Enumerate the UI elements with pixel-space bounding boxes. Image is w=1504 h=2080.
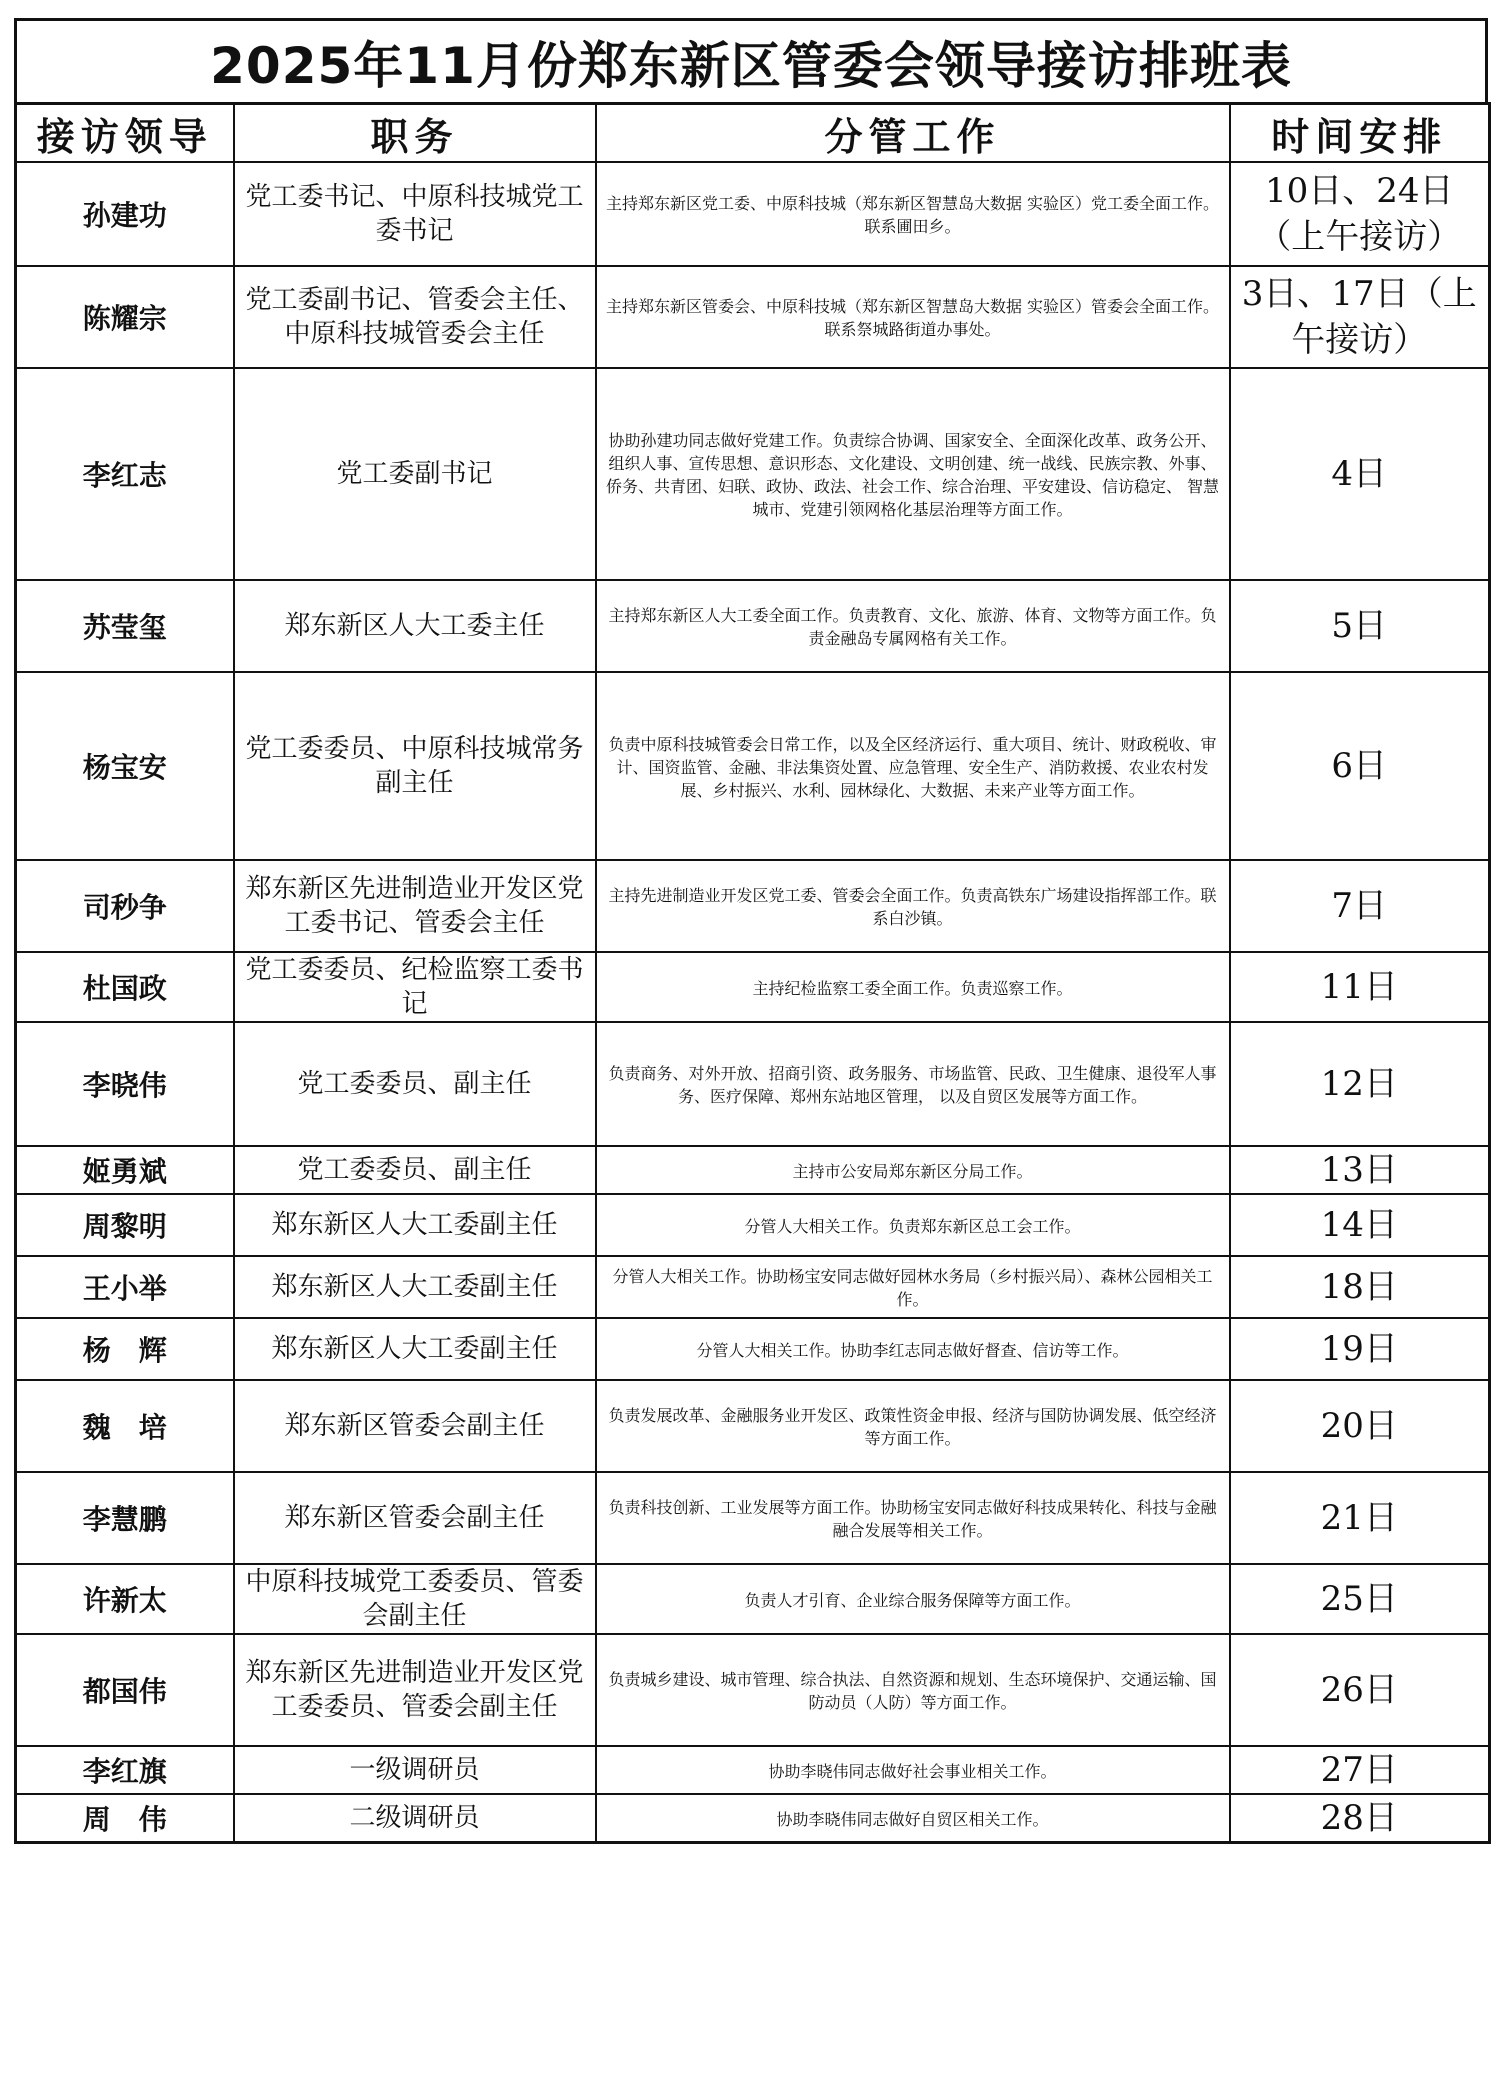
table-row	[16, 1256, 1490, 1318]
leader-name-cell: 王小举	[16, 1256, 234, 1318]
duties-cell: 分管人大相关工作。协助杨宝安同志做好园林水务局（乡村振兴局）、森林公园相关工作。	[596, 1256, 1230, 1318]
table-row	[16, 952, 1490, 1022]
leader-name-cell: 姬勇斌	[16, 1146, 234, 1194]
schedule-cell: 14日	[1230, 1194, 1490, 1256]
duties-cell: 主持纪检监察工委全面工作。负责巡察工作。	[596, 952, 1230, 1022]
header-schedule: 时间安排	[1230, 104, 1490, 163]
duties-cell: 负责城乡建设、城市管理、综合执法、自然资源和规划、生态环境保护、交通运输、国防动员（人防）等方面工作。	[596, 1634, 1230, 1746]
table-header-row	[16, 104, 1490, 163]
table-row	[16, 1746, 1490, 1794]
duties-cell: 协助孙建功同志做好党建工作。负责综合协调、国家安全、全面深化改革、政务公开、组织人事、宣传思想、意识形态、文化建设、文明创建、统一战线、民族宗教、外事、侨务、共青团、妇联、政协、政法、社会工作、综合治理、平安建设、信访稳定、 智慧城市、党建引领网格化基层治理等方面工作。	[596, 368, 1230, 580]
schedule-cell: 7日	[1230, 860, 1490, 952]
leader-name-cell: 周 伟	[16, 1794, 234, 1843]
duties-cell: 分管人大相关工作。协助李红志同志做好督查、信访等工作。	[596, 1318, 1230, 1380]
table-row	[16, 860, 1490, 952]
table-row	[16, 1318, 1490, 1380]
duties-cell: 主持先进制造业开发区党工委、管委会全面工作。负责高铁东广场建设指挥部工作。联系白沙镇。	[596, 860, 1230, 952]
duties-cell: 负责人才引育、企业综合服务保障等方面工作。	[596, 1564, 1230, 1634]
schedule-cell: 26日	[1230, 1634, 1490, 1746]
table-row	[16, 1194, 1490, 1256]
leader-name-cell: 杜国政	[16, 952, 234, 1022]
table-row	[16, 1472, 1490, 1564]
schedule-cell: 13日	[1230, 1146, 1490, 1194]
leader-name-cell: 李晓伟	[16, 1022, 234, 1146]
leader-name-cell: 李红旗	[16, 1746, 234, 1794]
position-cell: 党工委书记、中原科技城党工委书记	[234, 162, 596, 266]
schedule-cell: 18日	[1230, 1256, 1490, 1318]
position-cell: 郑东新区先进制造业开发区党工委委员、管委会副主任	[234, 1634, 596, 1746]
table-row	[16, 1380, 1490, 1472]
leader-name-cell: 孙建功	[16, 162, 234, 266]
schedule-cell: 27日	[1230, 1746, 1490, 1794]
header-leader: 接访领导	[16, 104, 234, 163]
position-cell: 郑东新区管委会副主任	[234, 1472, 596, 1564]
leader-name-cell: 李红志	[16, 368, 234, 580]
position-cell: 郑东新区先进制造业开发区党工委书记、管委会主任	[234, 860, 596, 952]
leader-name-cell: 都国伟	[16, 1634, 234, 1746]
schedule-cell: 21日	[1230, 1472, 1490, 1564]
schedule-cell: 25日	[1230, 1564, 1490, 1634]
position-cell: 郑东新区人大工委副主任	[234, 1256, 596, 1318]
schedule-table	[14, 102, 1491, 1844]
table-row	[16, 1022, 1490, 1146]
duties-cell: 协助李晓伟同志做好自贸区相关工作。	[596, 1794, 1230, 1843]
leader-name-cell: 苏莹玺	[16, 580, 234, 672]
table-row	[16, 1794, 1490, 1843]
position-cell: 党工委副书记	[234, 368, 596, 580]
duties-cell: 负责中原科技城管委会日常工作，以及全区经济运行、重大项目、统计、财政税收、审计、国资监管、金融、非法集资处置、应急管理、安全生产、消防救援、农业农村发展、乡村振兴、水利、园林绿化、大数据、未来产业等方面工作。	[596, 672, 1230, 860]
position-cell: 党工委委员、中原科技城常务副主任	[234, 672, 596, 860]
schedule-cell: 4日	[1230, 368, 1490, 580]
duties-cell: 主持市公安局郑东新区分局工作。	[596, 1146, 1230, 1194]
title-box	[14, 18, 1488, 102]
duties-cell: 主持郑东新区党工委、中原科技城（郑东新区智慧岛大数据 实验区）党工委全面工作。联系圃田乡。	[596, 162, 1230, 266]
leader-name-cell: 李慧鹏	[16, 1472, 234, 1564]
schedule-cell: 10日、24日（上午接访）	[1230, 162, 1490, 266]
table-row	[16, 1146, 1490, 1194]
header-position: 职务	[234, 104, 596, 163]
table-row	[16, 162, 1490, 266]
duties-cell: 主持郑东新区人大工委全面工作。负责教育、文化、旅游、体育、文物等方面工作。负责金融岛专属网格有关工作。	[596, 580, 1230, 672]
table-row	[16, 1634, 1490, 1746]
table-row	[16, 672, 1490, 860]
leader-name-cell: 杨 辉	[16, 1318, 234, 1380]
position-cell: 党工委副书记、管委会主任、中原科技城管委会主任	[234, 266, 596, 368]
schedule-cell: 3日、17日（上午接访）	[1230, 266, 1490, 368]
leader-name-cell: 魏 培	[16, 1380, 234, 1472]
schedule-cell: 11日	[1230, 952, 1490, 1022]
table-row	[16, 580, 1490, 672]
table-row	[16, 368, 1490, 580]
position-cell: 郑东新区人大工委副主任	[234, 1194, 596, 1256]
header-duties: 分管工作	[596, 104, 1230, 163]
position-cell: 一级调研员	[234, 1746, 596, 1794]
schedule-cell: 19日	[1230, 1318, 1490, 1380]
duties-cell: 分管人大相关工作。负责郑东新区总工会工作。	[596, 1194, 1230, 1256]
position-cell: 郑东新区人大工委副主任	[234, 1318, 596, 1380]
leader-name-cell: 周黎明	[16, 1194, 234, 1256]
schedule-cell: 6日	[1230, 672, 1490, 860]
schedule-cell: 5日	[1230, 580, 1490, 672]
leader-name-cell: 陈耀宗	[16, 266, 234, 368]
table-row	[16, 266, 1490, 368]
position-cell: 党工委委员、副主任	[234, 1146, 596, 1194]
page-title: 2025年11月份郑东新区管委会领导接访排班表	[210, 36, 1292, 95]
schedule-cell: 20日	[1230, 1380, 1490, 1472]
leader-name-cell: 司秒争	[16, 860, 234, 952]
leader-name-cell: 杨宝安	[16, 672, 234, 860]
table-row	[16, 1564, 1490, 1634]
duties-cell: 负责商务、对外开放、招商引资、政务服务、市场监管、民政、卫生健康、退役军人事务、医疗保障、郑州东站地区管理， 以及自贸区发展等方面工作。	[596, 1022, 1230, 1146]
duties-cell: 负责发展改革、金融服务业开发区、政策性资金申报、经济与国防协调发展、低空经济等方面工作。	[596, 1380, 1230, 1472]
duties-cell: 主持郑东新区管委会、中原科技城（郑东新区智慧岛大数据 实验区）管委会全面工作。联系祭城路街道办事处。	[596, 266, 1230, 368]
leader-name-cell: 许新太	[16, 1564, 234, 1634]
position-cell: 党工委委员、纪检监察工委书记	[234, 952, 596, 1022]
position-cell: 郑东新区管委会副主任	[234, 1380, 596, 1472]
position-cell: 中原科技城党工委委员、管委会副主任	[234, 1564, 596, 1634]
duties-cell: 协助李晓伟同志做好社会事业相关工作。	[596, 1746, 1230, 1794]
duties-cell: 负责科技创新、工业发展等方面工作。协助杨宝安同志做好科技成果转化、科技与金融融合发展等相关工作。	[596, 1472, 1230, 1564]
position-cell: 二级调研员	[234, 1794, 596, 1843]
schedule-cell: 28日	[1230, 1794, 1490, 1843]
position-cell: 郑东新区人大工委主任	[234, 580, 596, 672]
position-cell: 党工委委员、副主任	[234, 1022, 596, 1146]
schedule-cell: 12日	[1230, 1022, 1490, 1146]
